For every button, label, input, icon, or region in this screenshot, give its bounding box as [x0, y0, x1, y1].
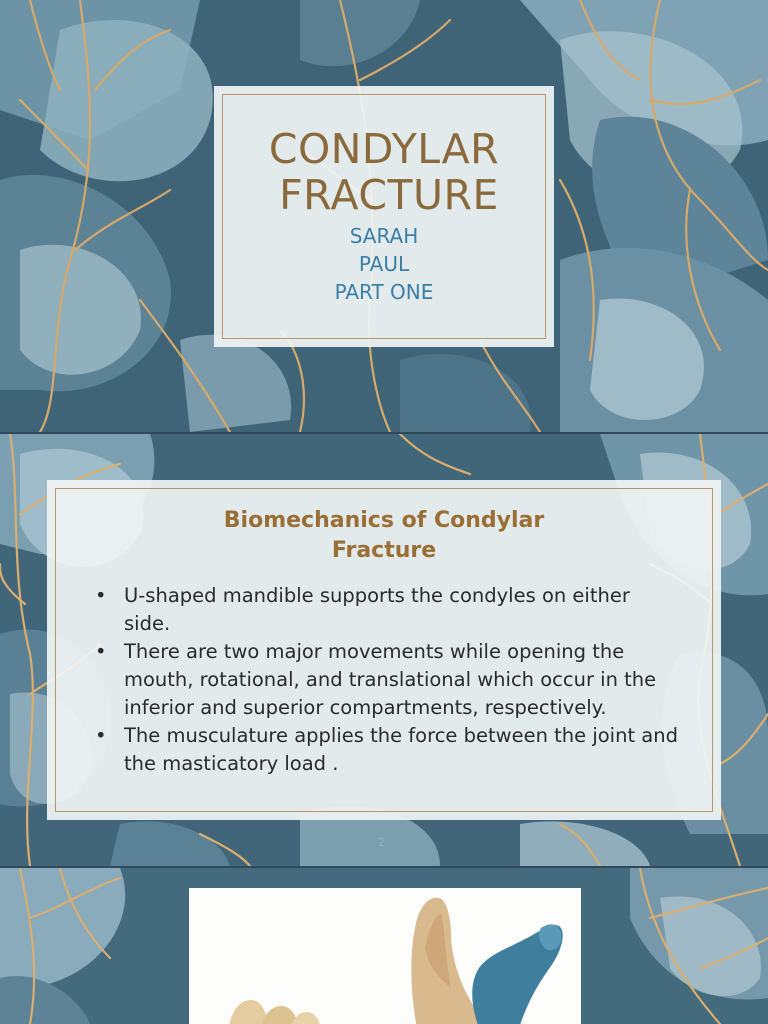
slide-heading — [107, 506, 661, 566]
subtitle-line-2: PAUL — [358, 252, 410, 276]
slide-title — [214, 126, 554, 218]
bullet-text: U-shaped mandible supports the condyles on either side. — [124, 584, 630, 635]
bullet-marker: • — [95, 640, 107, 663]
slide-2[interactable] — [0, 434, 768, 866]
bullet-item — [91, 722, 678, 778]
slide-subtitle — [214, 222, 554, 306]
slide-3[interactable] — [0, 868, 768, 1024]
subtitle-line-1: SARAH — [349, 224, 419, 248]
title-box — [214, 86, 554, 347]
subtitle-line-3: PART ONE — [334, 280, 434, 304]
slide-heading-line-1: Biomechanics of Condylar — [223, 508, 545, 533]
slide-number: 2 — [378, 836, 385, 849]
bullet-marker: • — [95, 584, 107, 607]
slide-title-line-1: CONDYLAR — [268, 125, 500, 173]
slide-heading-line-2: Fracture — [331, 538, 437, 563]
bullet-text: The musculature applies the force between the joint and the masticatory load . — [124, 724, 678, 775]
bullet-item — [91, 638, 678, 722]
slide-1[interactable] — [0, 0, 768, 432]
bullet-list — [91, 582, 678, 778]
bullet-item — [91, 582, 678, 638]
bullet-marker: • — [95, 724, 107, 747]
bullet-text: There are two major movements while opening the mouth, rotational, and translational which occur in the inferior and superior compartments, respectively. — [124, 640, 657, 719]
mandible-image — [189, 888, 581, 1024]
slide-title-line-2: FRACTURE — [279, 171, 499, 219]
